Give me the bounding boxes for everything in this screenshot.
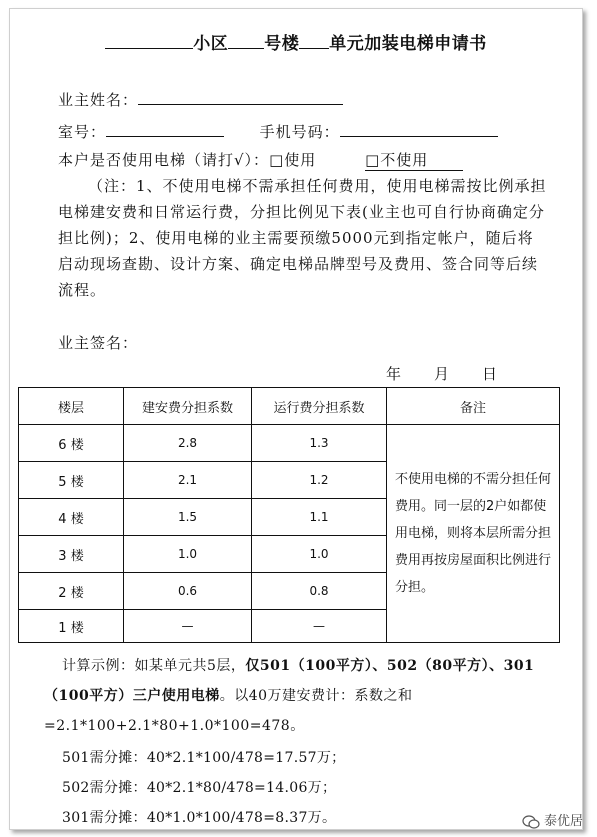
floor-cell: 6 楼 — [19, 425, 124, 462]
note-paragraph: （注：1、不使用电梯不需承担任何费用，使用电梯需按比例承担电梯建安费和日常运行费，分担比例见下表(业主也可自行协商确定分担比例)；2、使用电梯的业主需要预缴5000元到指定帐户，随后将启动现场查勘、设计方案、确定电梯品牌型号及费用、签合同等后续流程。 — [58, 177, 547, 299]
watermark — [522, 810, 583, 829]
run-cell: 1.2 — [252, 462, 387, 499]
community-blank[interactable] — [105, 33, 193, 49]
floor-cell: 3 楼 — [19, 536, 124, 573]
page-title — [10, 29, 582, 54]
owner-name-field[interactable] — [138, 89, 343, 105]
floor-cell: 1 楼 — [19, 610, 124, 643]
run-cell: 1.3 — [252, 425, 387, 462]
watermark-text: 泰优居 — [543, 814, 583, 829]
header-build-coefficient: 建安费分担系数 — [124, 388, 252, 425]
unit-blank[interactable] — [299, 33, 329, 49]
room-label: 室号： — [58, 123, 107, 141]
cost-share-table — [18, 387, 560, 643]
build-cell: — — [124, 610, 252, 643]
title-part-1: 小区 — [193, 34, 229, 54]
use-elevator-row — [58, 149, 463, 171]
table-row — [19, 425, 560, 462]
example-rest: 。以40万建安费计：系数之和=2.1*100+2.1*80+1.0*100=478。 — [44, 688, 413, 734]
owner-name-row — [58, 89, 343, 110]
wechat-icon — [522, 815, 540, 829]
option-use[interactable]: □使用 — [269, 151, 317, 169]
title-part-2: 号楼 — [264, 34, 300, 54]
title-part-3: 单元加装电梯申请书 — [329, 34, 487, 54]
room-field[interactable] — [106, 121, 224, 137]
calc-line-502: 502需分摊：40*2.1*80/478=14.06万； — [62, 780, 337, 796]
room-phone-row — [58, 121, 498, 142]
header-floor: 楼层 — [19, 388, 124, 425]
table-header-row — [19, 388, 560, 425]
build-cell: 2.8 — [124, 425, 252, 462]
floor-cell: 4 楼 — [19, 499, 124, 536]
phone-label: 手机号码： — [259, 123, 340, 141]
run-cell: 1.1 — [252, 499, 387, 536]
floor-cell: 2 楼 — [19, 573, 124, 610]
build-cell: 0.6 — [124, 573, 252, 610]
phone-field[interactable] — [340, 121, 498, 137]
example-bold: 仅501（100平方）、502（80平方）、301（100平方）三户使用电梯 — [44, 658, 535, 704]
example-paragraph — [44, 651, 564, 741]
floor-cell: 5 楼 — [19, 462, 124, 499]
run-cell: 1.0 — [252, 536, 387, 573]
owner-name-label: 业主姓名： — [58, 91, 139, 109]
header-run-coefficient: 运行费分担系数 — [252, 388, 387, 425]
calc-line-501: 501需分摊：40*2.1*100/478=17.57万； — [62, 750, 346, 766]
build-cell: 1.0 — [124, 536, 252, 573]
build-cell: 2.1 — [124, 462, 252, 499]
run-cell: — — [252, 610, 387, 643]
document-page — [9, 8, 583, 830]
building-blank[interactable] — [228, 33, 264, 49]
remark-cell: 不使用电梯的不需分担任何费用。同一层的2户如都使用电梯，则将本层所需分担费用再按房屋面积比例进行分担。 — [387, 425, 560, 643]
example-intro: 计算示例：如某单元共5层， — [62, 658, 246, 674]
date-row — [386, 363, 498, 384]
run-cell: 0.8 — [252, 573, 387, 610]
signature-label: 业主签名： — [58, 334, 139, 352]
calc-line-301: 301需分摊：40*1.0*100/478=8.37万。 — [62, 810, 337, 826]
option-not-use[interactable]: □不使用 — [365, 149, 463, 171]
use-question: 本户是否使用电梯（请打√）： — [58, 151, 270, 169]
build-cell: 1.5 — [124, 499, 252, 536]
signature-row — [58, 332, 138, 353]
header-remark: 备注 — [387, 388, 560, 425]
date-label: 年 月 日 — [386, 365, 499, 383]
